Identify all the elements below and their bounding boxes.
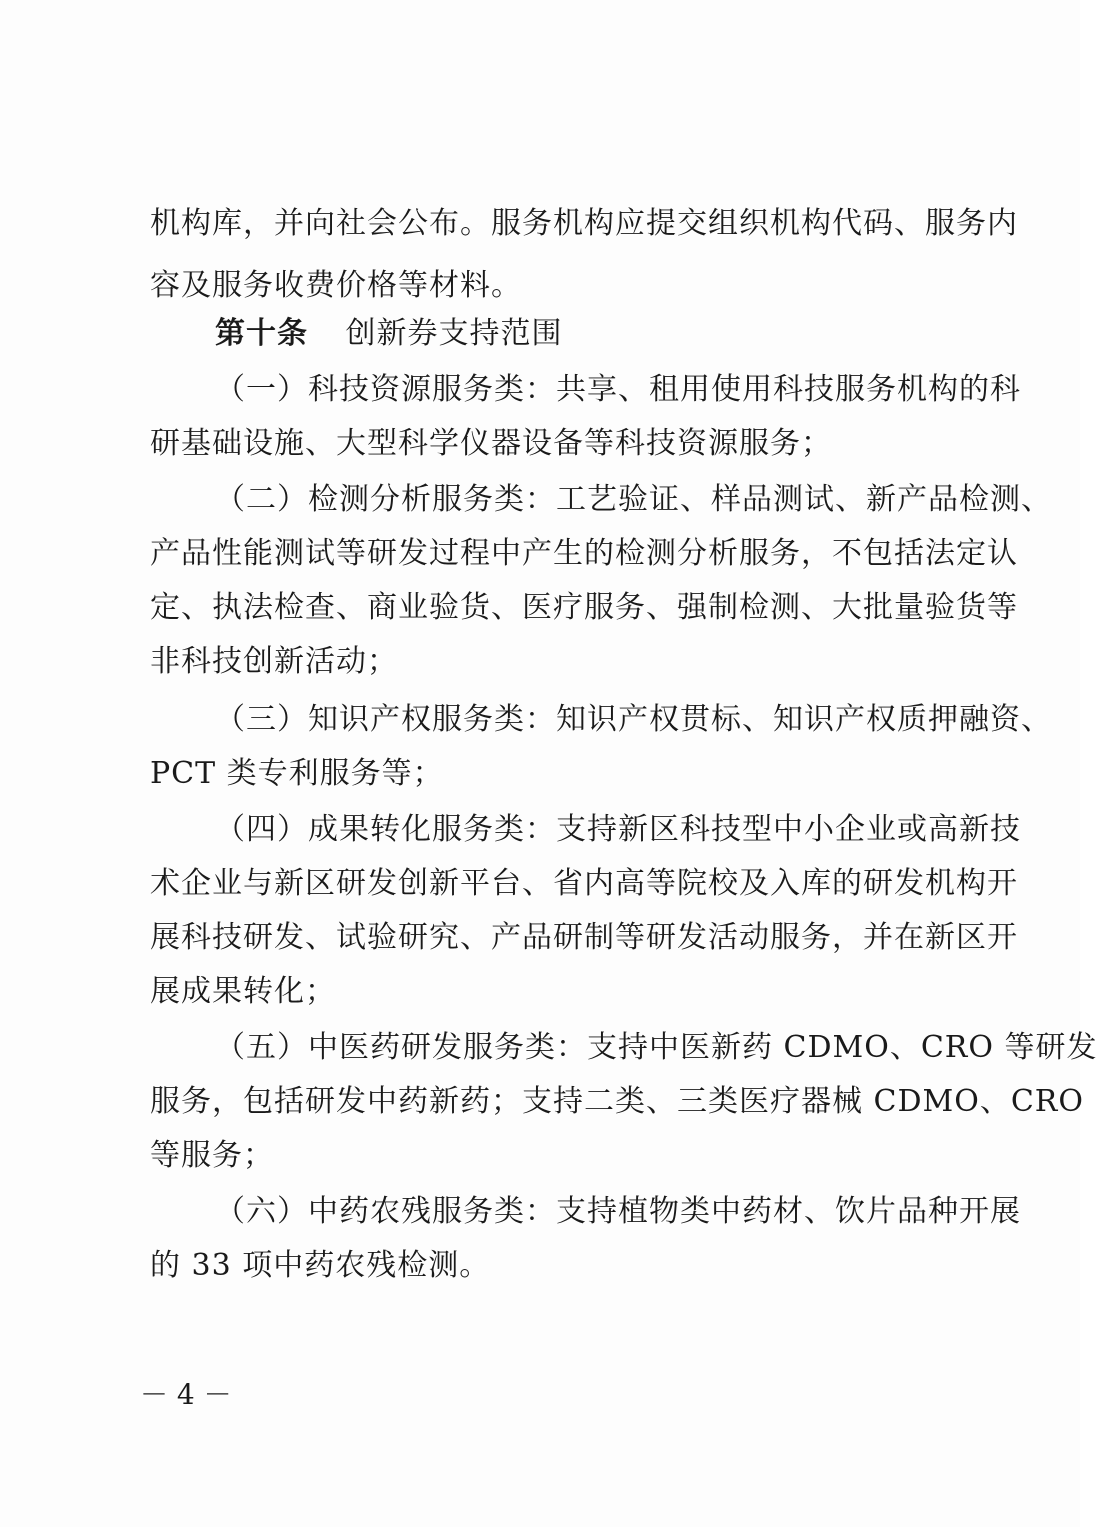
paragraph-line: （一）科技资源服务类：共享、租用使用科技服务机构的科: [215, 372, 1021, 407]
paragraph-line: PCT 类专利服务等；: [150, 756, 444, 791]
paragraph-line: （二）检测分析服务类：工艺验证、样品测试、新产品检测、: [215, 482, 1052, 517]
paragraph-line: 非科技创新活动；: [150, 644, 398, 679]
article-title: 创新券支持范围: [345, 316, 563, 351]
paragraph-line: 展科技研发、试验研究、产品研制等研发活动服务，并在新区开: [150, 920, 1018, 955]
paragraph-line: 机构库，并向社会公布。服务机构应提交组织机构代码、服务内: [150, 206, 1018, 241]
paragraph-line: 展成果转化；: [150, 974, 336, 1009]
article-number: 第十条: [215, 316, 308, 351]
article-heading: [215, 310, 950, 358]
paragraph-line: 产品性能测试等研发过程中产生的检测分析服务，不包括法定认: [150, 536, 1018, 571]
paragraph-line: 服务，包括研发中药新药；支持二类、三类医疗器械 CDMO、CRO: [150, 1084, 1084, 1119]
page-number: － 4 －: [140, 1378, 232, 1411]
paragraph-line: 容及服务收费价格等材料。: [150, 268, 522, 303]
paragraph-line: 术企业与新区研发创新平台、省内高等院校及入库的研发机构开: [150, 866, 1018, 901]
paragraph-line: （六）中药农残服务类：支持植物类中药材、饮片品种开展: [215, 1194, 1021, 1229]
paragraph-line: （四）成果转化服务类：支持新区科技型中小企业或高新技: [215, 812, 1021, 847]
paragraph-line: （三）知识产权服务类：知识产权贯标、知识产权质押融资、: [215, 702, 1052, 737]
paragraph-line: 研基础设施、大型科学仪器设备等科技资源服务；: [150, 426, 832, 461]
paragraph-line: （五）中医药研发服务类：支持中医新药 CDMO、CRO 等研发: [215, 1030, 1098, 1065]
paragraph-line: 的 33 项中药农残检测。: [150, 1248, 491, 1283]
paragraph-line: 定、执法检查、商业验货、医疗服务、强制检测、大批量验货等: [150, 590, 1018, 625]
paragraph-line: 等服务；: [150, 1138, 274, 1173]
